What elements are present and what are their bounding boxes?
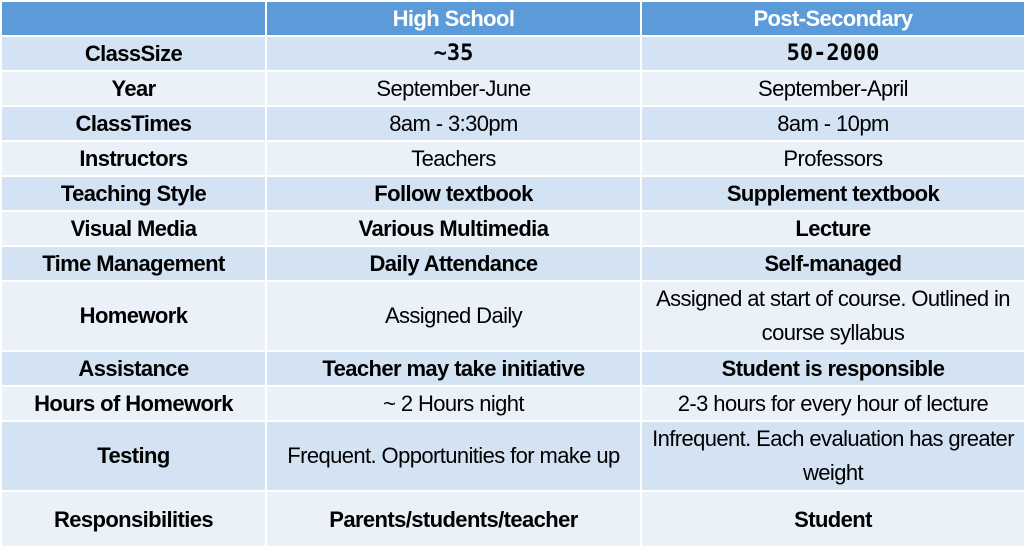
table-row-assistance — [1, 351, 1024, 386]
high-school-cell: Various Multimedia — [266, 211, 641, 246]
row-label: Homework — [1, 281, 266, 351]
header-post-secondary: Post-Secondary — [641, 1, 1024, 36]
post-secondary-cell: 2-3 hours for every hour of lecture — [641, 386, 1024, 421]
table-row-visual-media — [1, 211, 1024, 246]
high-school-cell: Teachers — [266, 141, 641, 176]
post-secondary-cell: Student — [641, 491, 1024, 547]
high-school-cell: Frequent. Opportunities for make up — [266, 421, 641, 491]
high-school-cell: Parents/students/teacher — [266, 491, 641, 547]
row-label: Visual Media — [1, 211, 266, 246]
table-row-responsibilities — [1, 491, 1024, 547]
high-school-cell: September-June — [266, 71, 641, 106]
post-secondary-cell: Assigned at start of course. Outlined in course syllabus — [641, 281, 1024, 351]
row-label: Assistance — [1, 351, 266, 386]
row-label: Instructors — [1, 141, 266, 176]
high-school-cell: ~35 — [266, 36, 641, 71]
high-school-cell: Follow textbook — [266, 176, 641, 211]
header-row — [1, 1, 1024, 36]
row-label: Testing — [1, 421, 266, 491]
high-school-cell: Assigned Daily — [266, 281, 641, 351]
post-secondary-cell: Lecture — [641, 211, 1024, 246]
row-label: Teaching Style — [1, 176, 266, 211]
table-row-hours-of-homework — [1, 386, 1024, 421]
post-secondary-cell: Infrequent. Each evaluation has greater weight — [641, 421, 1024, 491]
post-secondary-cell: Self-managed — [641, 246, 1024, 281]
header-high-school: High School — [266, 1, 641, 36]
post-secondary-cell: Student is responsible — [641, 351, 1024, 386]
row-label: Year — [1, 71, 266, 106]
table-row-class-size — [1, 36, 1024, 71]
row-label: Responsibilities — [1, 491, 266, 547]
header-corner-cell — [1, 1, 266, 36]
post-secondary-cell: September-April — [641, 71, 1024, 106]
table-row-homework — [1, 281, 1024, 351]
post-secondary-cell: Professors — [641, 141, 1024, 176]
table-row-instructors — [1, 141, 1024, 176]
high-school-cell: ~ 2 Hours night — [266, 386, 641, 421]
table-body — [1, 36, 1024, 547]
post-secondary-cell: Supplement textbook — [641, 176, 1024, 211]
row-label: Time Management — [1, 246, 266, 281]
high-school-cell: 8am - 3:30pm — [266, 106, 641, 141]
high-school-cell: Daily Attendance — [266, 246, 641, 281]
table-row-year — [1, 71, 1024, 106]
post-secondary-cell: 50-2000 — [641, 36, 1024, 71]
table-header — [1, 1, 1024, 36]
table-row-teaching-style — [1, 176, 1024, 211]
row-label: ClassSize — [1, 36, 266, 71]
high-school-cell: Teacher may take initiative — [266, 351, 641, 386]
table-row-class-times — [1, 106, 1024, 141]
post-secondary-cell: 8am - 10pm — [641, 106, 1024, 141]
table-row-time-management — [1, 246, 1024, 281]
table-row-testing — [1, 421, 1024, 491]
row-label: Hours of Homework — [1, 386, 266, 421]
row-label: ClassTimes — [1, 106, 266, 141]
